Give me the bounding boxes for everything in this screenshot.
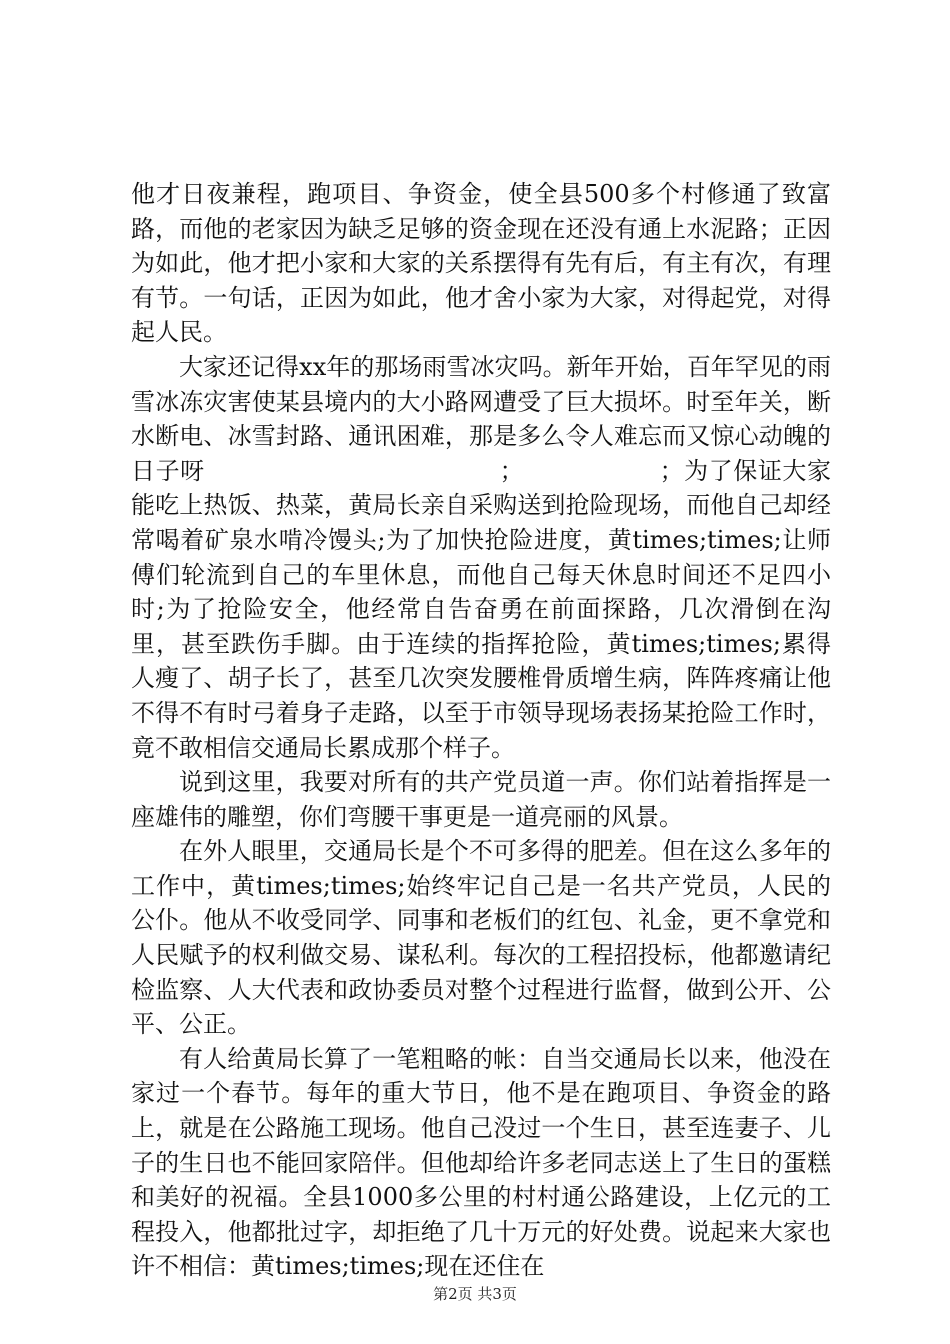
document-body	[131, 177, 831, 1284]
paragraph-5: 有人给黄局长算了一笔粗略的帐：自当交通局长以来，他没在家过一个春节。每年的重大节日，他不是在跑项目、争资金的路上，就是在公路施工现场。他自己没过一个生日，甚至连妻子、儿子的生日也不能回家陪伴。但他却给许多老同志送上了生日的蛋糕和美好的祝福。全县1000多公里的村村通公路建设，上亿元的工程投入，他都批过字，却拒绝了几十万元的好处费。说起来大家也许不相信：黄times;times;现在还住在	[131, 1044, 831, 1281]
page-number-footer: 第2页 共3页	[433, 1285, 517, 1303]
paragraph-2: 大家还记得xx年的那场雨雪冰灾吗。新年开始，百年罕见的雨雪冰冻灾害使某县境内的大小路网遭受了巨大损坏。时至年关，断水断电、冰雪封路、通讯困难，那是多么令人难忘而又惊心动魄的日子呀 ； ；为了保证大家能吃上热饭、热菜，黄局长亲自采购送到抢险现场，而他自己却经常喝着矿泉水啃冷馒头;为了加快抢险进度，黄times;times;让师傅们轮流到自己的车里休息，而他自己每天休息时间还不足四小时;为了抢险安全，他经常自告奋勇在前面探路，几次滑倒在沟里，甚至跌伤手脚。由于连续的指挥抢险，黄times;times;累得人瘦了、胡子长了，甚至几次突发腰椎骨质增生病，阵阵疼痛让他不得不有时弓着身子走路，以至于市领导现场表扬某抢险工作时，竟不敢相信交通局长累成那个样子。	[131, 352, 831, 762]
paragraph-4: 在外人眼里，交通局长是个不可多得的肥差。但在这么多年的工作中，黄times;times;始终牢记自己是一名共产党员，人民的公仆。他从不收受同学、同事和老板们的红包、礼金，更不拿党和人民赋予的权利做交易、谋私利。每次的工程招投标，他都邀请纪检监察、人大代表和政协委员对整个过程进行监督，做到公开、公平、公正。	[131, 837, 831, 1039]
paragraph-3: 说到这里，我要对所有的共产党员道一声。你们站着指挥是一座雄伟的雕塑，你们弯腰干事更是一道亮丽的风景。	[131, 768, 831, 831]
paragraph-1: 他才日夜兼程，跑项目、争资金，使全县500多个村修通了致富路，而他的老家因为缺乏足够的资金现在还没有通上水泥路；正因为如此，他才把小家和大家的关系摆得有先有后，有主有次，有理有节。一句话，正因为如此，他才舍小家为大家，对得起党，对得起人民。	[131, 180, 831, 347]
